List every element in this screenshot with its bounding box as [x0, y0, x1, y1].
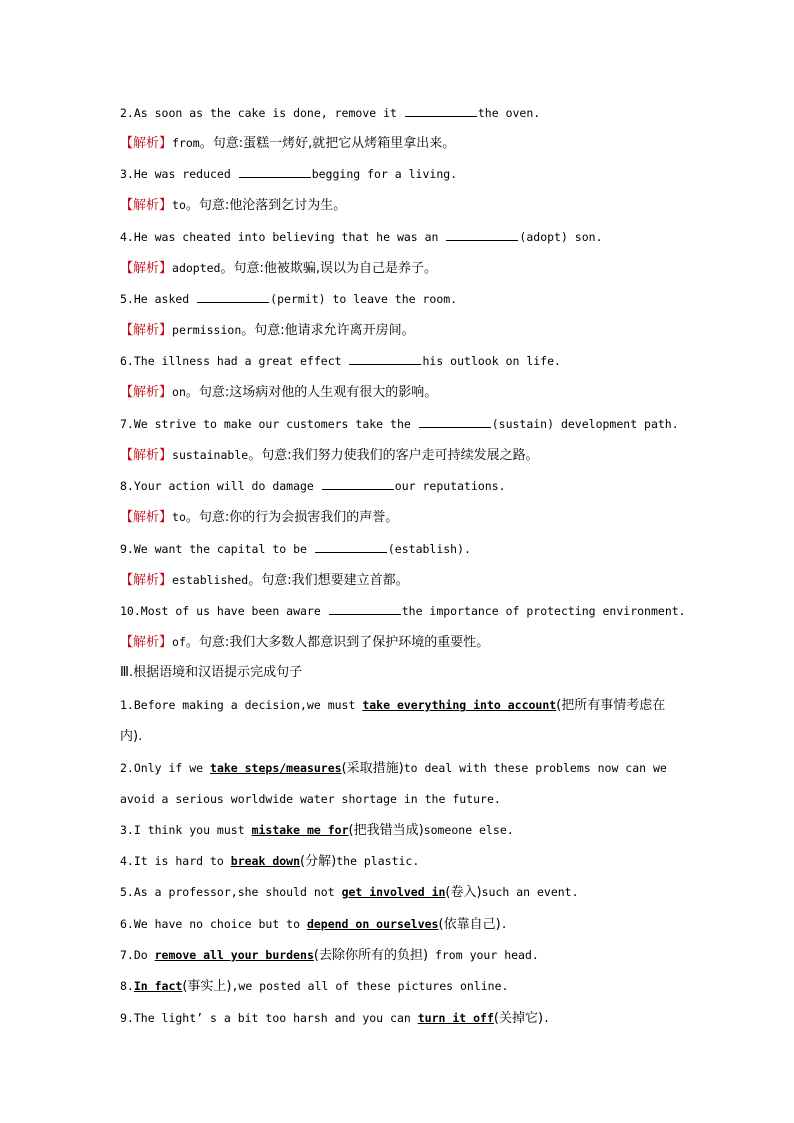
- analysis-7: 【解析】sustainable。句意:我们努力使我们的客户走可持续发展之路。: [120, 448, 539, 463]
- answer-blank: [239, 166, 311, 178]
- sentence-answer: depend on ourselves: [306, 917, 439, 931]
- analysis-3: 【解析】to。句意:他沦落到乞讨为生。: [120, 198, 347, 213]
- sentence-answer: get involved in: [341, 885, 446, 899]
- question-2: 2.As soon as the cake is done, remove it the oven.: [120, 106, 541, 120]
- sentence-answer: take steps/measures: [210, 761, 342, 775]
- sentence-answer: In fact: [133, 979, 183, 993]
- analysis-2: 【解析】from。句意:蛋糕一烤好,就把它从烤箱里拿出来。: [120, 136, 456, 151]
- question-4: 4.He was cheated into believing that he was an (adopt) son.: [120, 230, 603, 244]
- answer-blank: [197, 291, 269, 303]
- sentence-answer: mistake me for: [251, 823, 349, 837]
- question-10: 10.Most of us have been aware the importance of protecting environment.: [120, 604, 686, 618]
- sentence-answer: break down: [230, 854, 301, 868]
- sentence-1: 1.Before making a decision,we must take everything into account(把所有事情考虑在: [120, 698, 666, 713]
- sentence-answer: remove all your burdens: [154, 948, 314, 962]
- answer-blank: [329, 603, 401, 615]
- analysis-9: 【解析】established。句意:我们想要建立首都。: [120, 573, 409, 588]
- question-8: 8.Your action will do damage our reputations.: [120, 479, 506, 493]
- section-heading: Ⅲ.根据语境和汉语提示完成句子: [120, 665, 303, 680]
- question-7: 7.We strive to make our customers take the (sustain) development path.: [120, 417, 679, 431]
- sentence-2: 2.Only if we take steps/measures(采取措施)to deal with these problems now can we: [120, 761, 667, 776]
- sentence-1-cont: 内).: [120, 729, 143, 744]
- answer-blank: [315, 541, 387, 553]
- analysis-10: 【解析】of。句意:我们大多数人都意识到了保护环境的重要性。: [120, 635, 490, 650]
- analysis-6: 【解析】on。句意:这场病对他的人生观有很大的影响。: [120, 385, 438, 400]
- question-5: 5.He asked (permit) to leave the room.: [120, 292, 458, 306]
- analysis-8: 【解析】to。句意:你的行为会损害我们的声誉。: [120, 510, 399, 525]
- sentence-6: 6.We have no choice but to depend on ourselves(依靠自己).: [120, 917, 508, 932]
- answer-blank: [322, 478, 394, 490]
- analysis-5: 【解析】permission。句意:他请求允许离开房间。: [120, 323, 415, 338]
- question-6: 6.The illness had a great effect his outlook on life.: [120, 354, 561, 368]
- sentence-4: 4.It is hard to break down(分解)the plastic.: [120, 854, 420, 869]
- question-3: 3.He was reduced begging for a living.: [120, 167, 458, 181]
- sentence-8: 8.In fact(事实上),we posted all of these pictures online.: [120, 979, 509, 994]
- analysis-4: 【解析】adopted。句意:他被欺骗,误以为自己是养子。: [120, 261, 438, 276]
- question-9: 9.We want the capital to be (establish).: [120, 542, 471, 556]
- sentence-answer: take everything into account: [362, 698, 557, 712]
- answer-blank: [446, 229, 518, 241]
- sentence-2-cont: avoid a serious worldwide water shortage in the future.: [120, 792, 501, 806]
- answer-blank: [405, 105, 477, 117]
- answer-blank: [349, 353, 421, 365]
- answer-blank: [419, 416, 491, 428]
- sentence-answer: turn it off: [417, 1011, 494, 1025]
- sentence-3: 3.I think you must mistake me for(把我错当成)someone else.: [120, 823, 514, 838]
- sentence-5: 5.As a professor,she should not get involved in(卷入)such an event.: [120, 885, 579, 900]
- sentence-7: 7.Do remove all your burdens(去除你所有的负担) from your head.: [120, 948, 539, 963]
- sentence-9: 9.The light’ s a bit too harsh and you can turn it off(关掉它).: [120, 1011, 550, 1026]
